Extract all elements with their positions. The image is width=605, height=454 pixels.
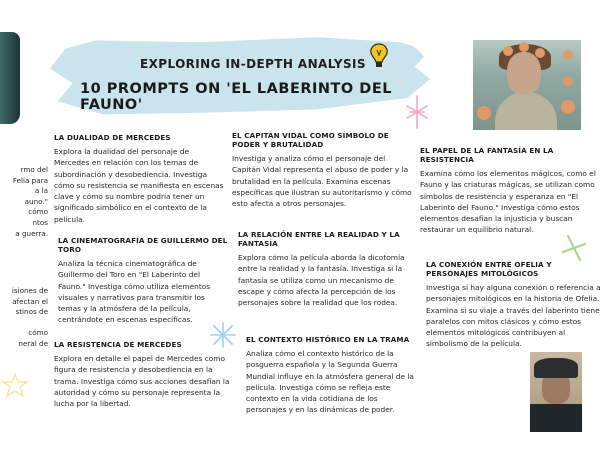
cut-text-line: cómo (28, 328, 48, 337)
cut-text-line: ntos (32, 217, 48, 227)
cut-off-text-block-1 (0, 165, 48, 239)
prompt-dualidad-mercedes (54, 133, 226, 225)
yellow-star-icon (2, 372, 28, 398)
ofelia-face (507, 52, 541, 94)
cut-text-line: rmo del (20, 165, 48, 174)
cut-off-text-block-2 (0, 286, 48, 318)
prompt-fantasia-resistencia (420, 146, 600, 236)
header-title: 10 PROMPTS ON 'EL LABERINTO DEL FAUNO' (80, 81, 392, 113)
vidal-coat (530, 404, 582, 432)
cut-text-line: neral de (18, 338, 48, 348)
prompt-body: Examina cómo los elementos mágicos, como el Fauno y las criaturas mágicas, se utilizan como símbolos de resistencia y esperanza en "El Laberinto del Fauno." Investiga cómo estos elementos desafían la injusticia y buscan restaurar un equilibrio natural. (420, 169, 596, 235)
flower-icon (561, 100, 575, 114)
prompt-body: Explora cómo la película aborda la dicotomía entre la realidad y la fantasía. Investiga si la fantasía se utiliza como un mecanismo de escape y cómo afecta la percepción de los personajes sobre la realidad que los rodea. (238, 253, 405, 308)
cut-text-line: a guerra. (15, 228, 48, 238)
prompt-body: Analiza la técnica cinematográfica de Guillermo del Toro en "El Laberinto del Fauno." Investiga cómo utiliza elementos visuales y narrativos para transmitir los temas y la atmósfera de la película, centrándote en escenas específicas. (58, 259, 211, 325)
ofelia-dress (495, 92, 557, 130)
prompt-body: Investiga y analiza cómo el personaje del Capitán Vidal representa el abuso de poder y la brutalidad en la película. Examina escenas específicas que ilustran su autoritarismo y cómo esto afecta a otros personajes. (232, 154, 412, 209)
prompt-contexto-historico (246, 335, 418, 416)
prompt-title: LA RESISTENCIA DE MERCEDES (54, 340, 182, 349)
flower-icon (519, 42, 529, 52)
prompt-title: EL CONTEXTO HISTÓRICO EN LA TRAMA (246, 335, 410, 344)
captain-vidal-portrait (530, 352, 582, 432)
prompt-body: Investiga si hay alguna conexión o referencia a personajes mitológicos en la historia de Ofelia. Examina si su viaje a través del laberinto tiene paralelos con mitos clásicos y cómo estos elementos mitológicos contribuyen al simbolismo de la película. (426, 283, 601, 349)
cut-text-line: Felia para (12, 175, 48, 185)
cut-off-text-block-3 (0, 328, 48, 349)
prompt-ofelia-mitologia (426, 260, 602, 350)
lightbulb-icon (368, 42, 390, 70)
flower-icon (563, 76, 573, 86)
prompt-body: Explora en detalle el papel de Mercedes como figura de resistencia y desobediencia en la trama. Investiga cómo sus acciones desafían la autoridad y cómo su personaje representa la lucha por la libertad. (54, 354, 230, 409)
prompt-realidad-fantasia (238, 230, 416, 308)
flower-icon (477, 106, 491, 120)
prompt-title: LA CINEMATOGRAFÍA DE GUILLERMO DEL TORO (58, 236, 228, 254)
cut-text-line: isiones de (11, 286, 48, 295)
cut-text-line: a la (34, 186, 48, 196)
cut-text-line: afectan el (12, 296, 48, 306)
flower-icon (503, 46, 513, 56)
prompt-body: Explora la dualidad del personaje de Mercedes en relación con los temas de subordinación y desobediencia. Investiga cómo su resistencia se manifiesta en escenas clave y cómo su nombre podría tener un significado simbólico en el contexto de la película. (54, 147, 224, 224)
cut-text-line: auno." (24, 196, 48, 206)
prompt-title: LA DUALIDAD DE MERCEDES (54, 133, 171, 142)
cut-text-line: cómo (28, 207, 48, 217)
header-subtitle: EXPLORING IN-DEPTH ANALYSIS (140, 57, 366, 71)
prompt-capitan-vidal (232, 131, 412, 209)
flower-icon (535, 48, 545, 58)
vidal-cap (534, 358, 578, 378)
cut-text-line: stinos de (15, 307, 48, 317)
prompt-cinematografia (58, 236, 228, 326)
prompt-title: EL CAPITÁN VIDAL COMO SÍMBOLO DE PODER Y BRUTALIDAD (232, 131, 389, 149)
prompt-title: EL PAPEL DE LA FANTASÍA EN LA RESISTENCIA (420, 146, 554, 164)
ofelia-portrait (473, 40, 581, 130)
prompt-title: LA CONEXIÓN ENTRE OFELIA Y PERSONAJES MITOLÓGICOS (426, 260, 552, 278)
green-cross-icon (562, 234, 586, 262)
vidal-face (542, 374, 570, 404)
prompt-body: Analiza cómo el contexto histórico de la posguerra española y la Segunda Guerra Mundial influye en la atmósfera general de la película. Investiga cómo se refleja este contexto en la vida cotidiana de los personajes y en las dinámicas de poder. (246, 349, 414, 415)
prompt-title: LA RELACIÓN ENTRE LA REALIDAD Y LA FANTASÍA (238, 230, 400, 248)
faun-artwork-cropped (0, 32, 20, 124)
prompt-resistencia-mercedes (54, 340, 230, 409)
flower-icon (563, 50, 573, 60)
pink-sparkle-icon (404, 94, 430, 130)
